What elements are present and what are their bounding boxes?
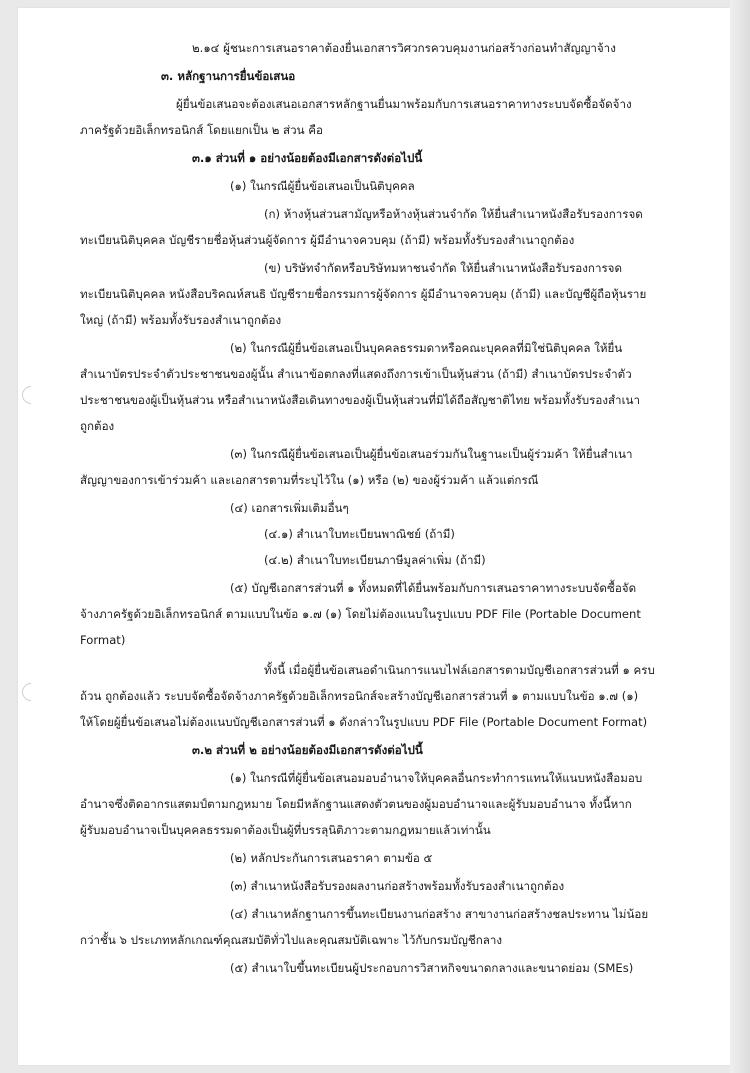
item-5: (๕) สำเนาใบขึ้นทะเบียนผู้ประกอบการวิสาหกิจขนาดกลางและขนาดย่อม (SMEs) <box>230 961 634 975</box>
text-line: ภาครัฐด้วยอิเล็กทรอนิกส์ โดยแยกเป็น ๒ ส่วน คือ <box>80 123 323 137</box>
text-line: สัญญาของการเข้าร่วมค้า และเอกสารตามที่ระบุไว้ใน (๑) หรือ (๒) ของผู้ร่วมค้า แล้วแต่กรณี <box>80 473 539 487</box>
item-1: (๑) ในกรณีที่ผู้ยื่นข้อเสนอมอบอำนาจให้บุคคลอื่นกระทำการแทนให้แนบหนังสือมอบ <box>230 771 643 785</box>
text-line: ผู้รับมอบอำนาจเป็นบุคคลธรรมดาต้องเป็นผู้ที่บรรลุนิติภาวะตามกฎหมายแล้วเท่านั้น <box>80 823 491 837</box>
text-line: สำเนาบัตรประจำตัวประชาชนของผู้นั้น สำเนาข้อตกลงที่แสดงถึงการเข้าเป็นหุ้นส่วน (ถ้ามี) สำเนาบัตรประจำตัว <box>80 367 632 381</box>
item-2: (๒) ในกรณีผู้ยื่นข้อเสนอเป็นบุคคลธรรมดาหรือคณะบุคคลที่มิใช่นิติบุคคล ให้ยื่น <box>230 341 623 355</box>
item-1: (๑) ในกรณีผู้ยื่นข้อเสนอเป็นนิติบุคคล <box>230 179 415 193</box>
item-4-2: (๔.๒) สำเนาใบทะเบียนภาษีมูลค่าเพิ่ม (ถ้ามี) <box>264 553 486 567</box>
text-line: อำนาจซึ่งติดอากรแสตมป์ตามกฎหมาย โดยมีหลักฐานแสดงตัวตนของผู้มอบอำนาจและผู้รับมอบอำนาจ ทั้งนี้หาก <box>80 797 632 811</box>
text-line: Format) <box>80 633 126 647</box>
text-line: ประชาชนของผู้เป็นหุ้นส่วน หรือสำเนาหนังสือเดินทางของผู้เป็นหุ้นส่วนที่มิได้ถือสัญชาติไทย พร้อมทั้งรับรองสำเนา <box>80 393 640 407</box>
text-line: ทะเบียนนิติบุคคล บัญชีรายชื่อหุ้นส่วนผู้จัดการ ผู้มีอำนาจควบคุม (ถ้ามี) พร้อมทั้งรับรองสำเนาถูกต้อง <box>80 233 575 247</box>
item-3: (๓) ในกรณีผู้ยื่นข้อเสนอเป็นผู้ยื่นข้อเสนอร่วมกันในฐานะเป็นผู้ร่วมค้า ให้ยื่นสำเนา <box>230 447 633 461</box>
text-line: ถูกต้อง <box>80 419 115 433</box>
text-line: ถ้วน ถูกต้องแล้ว ระบบจัดซื้อจัดจ้างภาครัฐด้วยอิเล็กทรอนิกส์จะสร้างบัญชีเอกสารส่วนที่ ๑ ตามแบบในข้อ ๑.๗ (๑) <box>80 689 639 703</box>
text-line: จ้างภาครัฐด้วยอิเล็กทรอนิกส์ ตามแบบในข้อ ๑.๗ (๑) โดยไม่ต้องแนบในรูปแบบ PDF File (Portable Document <box>80 607 641 621</box>
binder-hole-mark <box>18 382 43 407</box>
item-4-1: (๔.๑) สำเนาใบทะเบียนพาณิชย์ (ถ้ามี) <box>264 527 455 541</box>
item-1-b: (ข) บริษัทจำกัดหรือบริษัทมหาชนจำกัด ให้ยื่นสำเนาหนังสือรับรองการจด <box>264 261 623 275</box>
item-4: (๔) เอกสารเพิ่มเติมอื่นๆ <box>230 501 349 515</box>
document-page <box>18 8 730 1065</box>
text-line: ให้โดยผู้ยื่นข้อเสนอไม่ต้องแนบบัญชีเอกสารส่วนที่ ๑ ดังกล่าวในรูปแบบ PDF File (Portable Document Format) <box>80 715 648 729</box>
text-line: ผู้ยื่นข้อเสนอจะต้องเสนอเอกสารหลักฐานยื่นมาพร้อมกับการเสนอราคาทางระบบจัดซื้อจัดจ้าง <box>176 97 632 111</box>
binder-hole-mark <box>18 679 43 704</box>
clause-2-14: ๒.๑๔ ผู้ชนะการเสนอราคาต้องยื่นเอกสารวิศวกรควบคุมงานก่อสร้างก่อนทำสัญญาจ้าง <box>192 41 616 55</box>
section-3-2-heading: ๓.๒ ส่วนที่ ๒ อย่างน้อยต้องมีเอกสารดังต่อไปนี้ <box>192 743 423 757</box>
item-1-a: (ก) ห้างหุ้นส่วนสามัญหรือห้างหุ้นส่วนจำกัด ให้ยื่นสำเนาหนังสือรับรองการจด <box>264 207 643 221</box>
section-3-heading: ๓. หลักฐานการยื่นข้อเสนอ <box>161 69 296 83</box>
page-edge-shadow <box>730 0 750 1073</box>
text-line: ใหญ่ (ถ้ามี) พร้อมทั้งรับรองสำเนาถูกต้อง <box>80 313 282 327</box>
text-line: กว่าชั้น ๖ ประเภทหลักเกณฑ์คุณสมบัติทั่วไปและคุณสมบัติเฉพาะ ไว้กับกรมบัญชีกลาง <box>80 933 503 947</box>
item-4: (๔) สำเนาหลักฐานการขึ้นทะเบียนงานก่อสร้าง สาขางานก่อสร้างชลประทาน ไม่น้อย <box>230 907 649 921</box>
item-3: (๓) สำเนาหนังสือรับรองผลงานก่อสร้างพร้อมทั้งรับรองสำเนาถูกต้อง <box>230 879 565 893</box>
section-3-1-heading: ๓.๑ ส่วนที่ ๑ อย่างน้อยต้องมีเอกสารดังต่อไปนี้ <box>192 151 423 165</box>
item-5: (๕) บัญชีเอกสารส่วนที่ ๑ ทั้งหมดที่ได้ยื่นพร้อมกับการเสนอราคาทางระบบจัดซื้อจัด <box>230 581 637 595</box>
item-2: (๒) หลักประกันการเสนอราคา ตามข้อ ๕ <box>230 851 433 865</box>
text-line: ทะเบียนนิติบุคคล หนังสือบริคณห์สนธิ บัญชีรายชื่อกรรมการผู้จัดการ ผู้มีอำนาจควบคุม (ถ้ามี) และบัญชีผู้ถือหุ้นราย <box>80 287 647 301</box>
note-paragraph: ทั้งนี้ เมื่อผู้ยื่นข้อเสนอดำเนินการแนบไฟล์เอกสารตามบัญชีเอกสารส่วนที่ ๑ ครบ <box>264 663 655 677</box>
